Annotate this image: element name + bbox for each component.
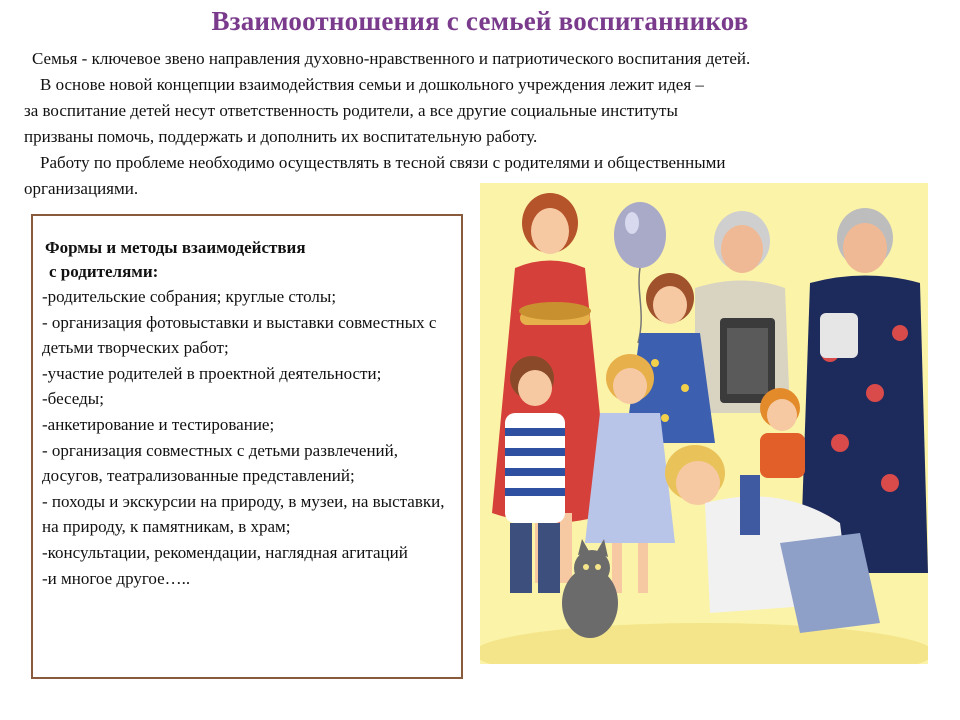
list-item: - походы и экскурсии на природу, в музеи, на выставки, на природу, к памятникам, в храм; bbox=[42, 491, 445, 537]
intro-line: призваны помочь, поддержать и дополнить их воспитательную работу. bbox=[24, 127, 538, 146]
intro-text bbox=[24, 46, 944, 202]
intro-line: Семья - ключевое звено направления духовно-нравственного и патриотического воспитания детей. bbox=[32, 49, 751, 68]
list-item: -консультации, рекомендации, наглядная агитаций bbox=[42, 542, 408, 562]
methods-list bbox=[33, 284, 461, 591]
intro-line: Работу по проблеме необходимо осуществлять в тесной связи с родителями и общественными bbox=[40, 153, 726, 172]
list-item: -и многое другое….. bbox=[42, 568, 191, 588]
family-illustration bbox=[480, 183, 928, 664]
list-item: - организация фотовыставки и выставки совместных с детьми творческих работ; bbox=[42, 312, 437, 358]
intro-line: организациями. bbox=[24, 179, 139, 198]
list-item: -анкетирование и тестирование; bbox=[42, 414, 275, 434]
list-item: -беседы; bbox=[42, 389, 104, 409]
methods-heading-line: с родителями: bbox=[49, 262, 159, 281]
methods-box bbox=[31, 214, 463, 679]
intro-line: за воспитание детей несут ответственность родители, а все другие социальные институты bbox=[24, 101, 678, 120]
list-item: -родительские собрания; круглые столы; bbox=[42, 287, 337, 306]
intro-line: В основе новой концепции взаимодействия семьи и дошкольного учреждения лежит идея – bbox=[40, 75, 704, 94]
list-item: -участие родителей в проектной деятельности; bbox=[42, 363, 382, 383]
list-item: - организация совместных с детьми развлечений, досугов, театрализованные представлений; bbox=[42, 440, 398, 486]
page-title: Взаимоотношения с семьей воспитанников bbox=[211, 6, 749, 36]
methods-heading bbox=[45, 236, 461, 284]
methods-heading-line: Формы и методы взаимодействия bbox=[45, 238, 306, 257]
